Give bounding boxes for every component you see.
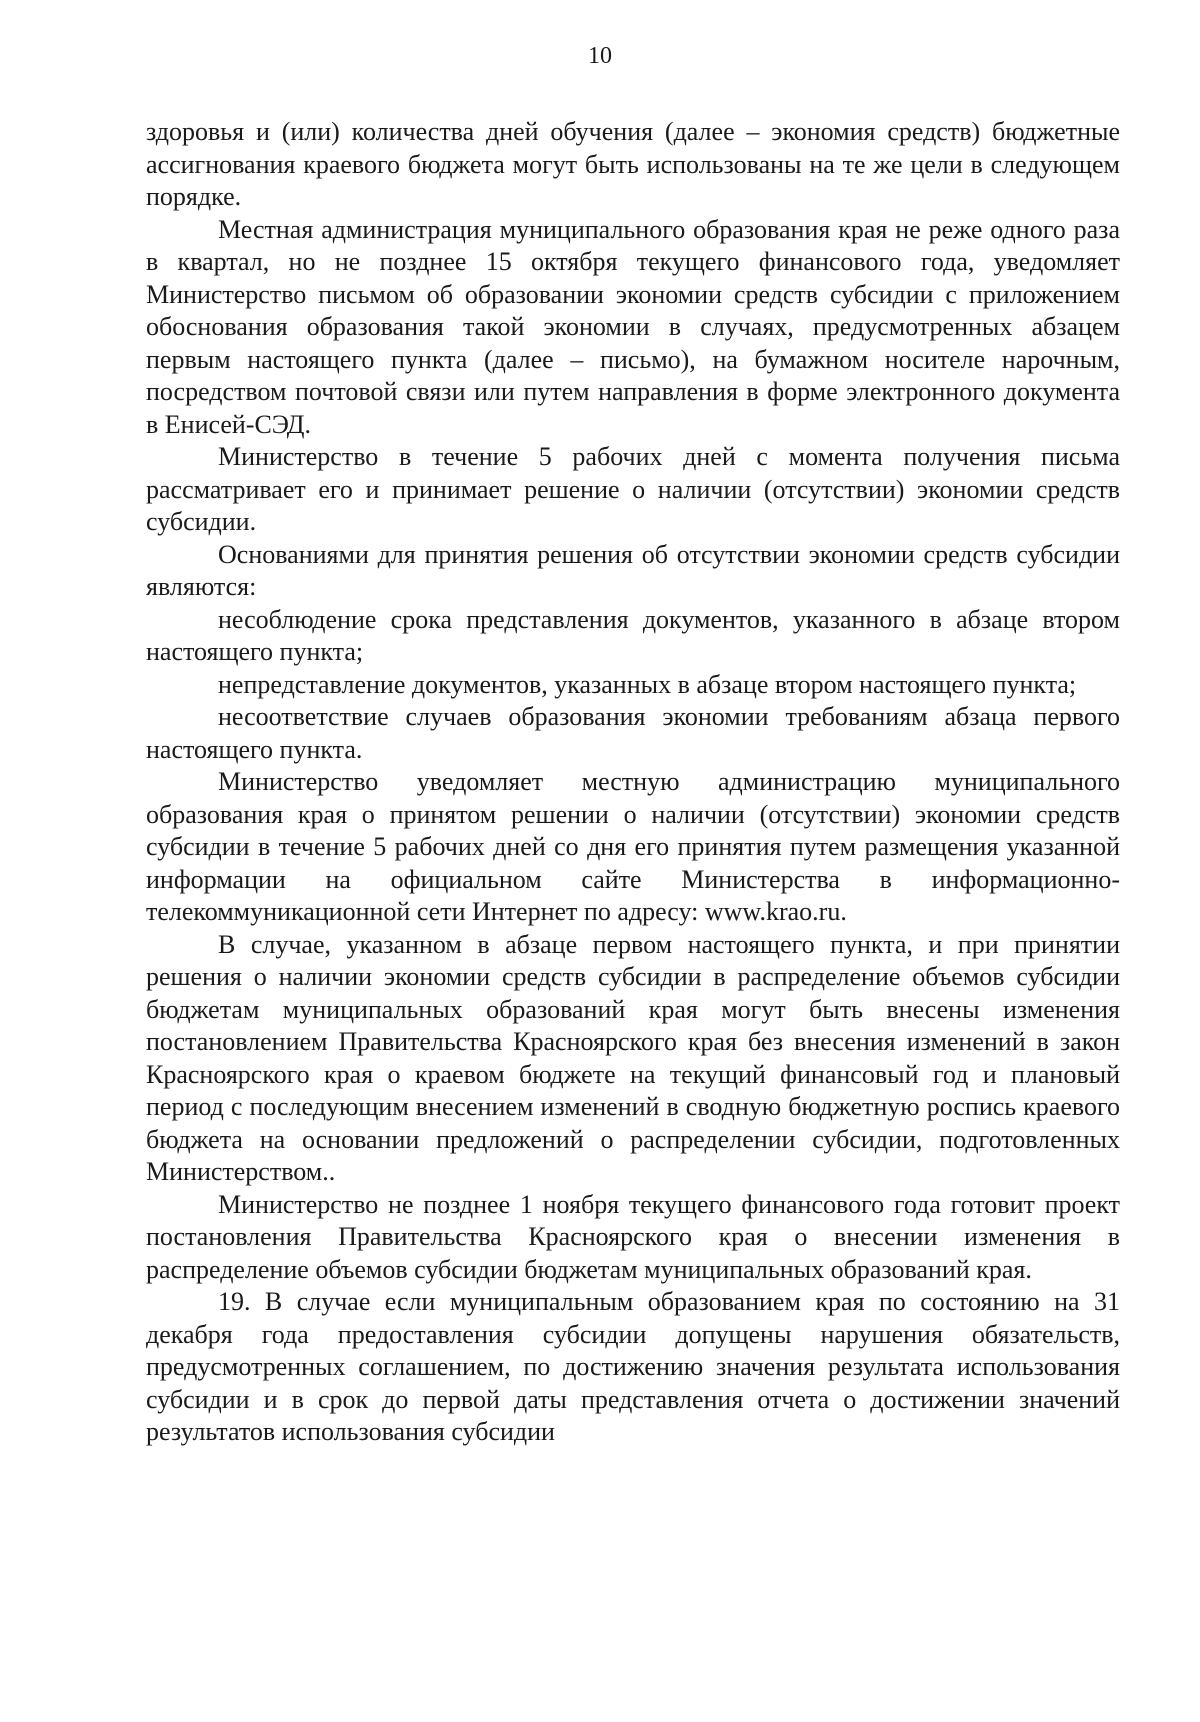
paragraph-grounds-intro: Основаниями для принятия решения об отсутствии экономии средств субсидии являются: <box>146 539 1120 601</box>
paragraph-continuation: здоровья и (или) количества дней обучения (далее – экономия средств) бюджетные ассигнования краевого бюджета могут быть использованы на те же цели в следующем порядке. <box>146 117 1120 211</box>
page-number: 10 <box>588 43 612 69</box>
paragraph-distribution-changes: В случае, указанном в абзаце первом настоящего пункта, и при принятии решения о наличии экономии средств субсидии в распределение объемов субсидии бюджетам муниципальных образований края могут быть внесены изменения постановлением Правительства Красноярского края без внесения изменений в закон Красноярского края о краевом бюджете на текущий финансовый год и плановый период с последующим внесением изменений в сводную бюджетную роспись краевого бюджета на основании предложений о распределении субсидии, подготовленных Министерством.. <box>146 929 1120 1186</box>
paragraph-ground-mismatch: несоответствие случаев образования экономии требованиям абзаца первого настоящего пункта. <box>146 702 1120 764</box>
paragraph-ground-missing-docs: непредставление документов, указанных в абзаце втором настоящего пункта; <box>218 669 1077 699</box>
paragraph-draft-resolution: Министерство не позднее 1 ноября текущего финансового года готовит проект постановления Правительства Красноярского края о внесении изменения в распределение объемов субсидии бюджетам муниципальных образований края. <box>146 1189 1120 1284</box>
paragraph-notification-procedure: Местная администрация муниципального образования края не реже одного раза в квартал, но не позднее 15 октября текущего финансового года, уведомляет Министерство письмом об образовании экономии средств субсидии с приложением обоснования образования такой экономии в случаях, предусмотренных абзацем первым настоящего пункта (далее – письмо), на бумажном носителе нарочным, посредством почтовой связи или путем направления в форме электронного документа в Енисей-СЭД. <box>146 214 1120 439</box>
paragraph-item-19: 19. В случае если муниципальным образованием края по состоянию на 31 декабря года предоставления субсидии допущены нарушения обязательств, предусмотренных соглашением, по достижению значения результата использования субсидии и в срок до первой даты представления отчета о достижении значений результатов использования субсидии <box>146 1287 1120 1446</box>
document-body <box>146 116 1120 1449</box>
paragraph-ministry-review: Министерство в течение 5 рабочих дней с момента получения письма рассматривает его и принимает решение о наличии (отсутствии) экономии средств субсидии. <box>146 442 1120 536</box>
paragraph-ground-deadline: несоблюдение срока представления документов, указанного в абзаце втором настоящего пункта; <box>146 604 1120 666</box>
paragraph-ministry-notifies: Министерство уведомляет местную администрацию муниципального образования края о принятом решении о наличии (отсутствии) экономии средств субсидии в течение 5 рабочих дней со дня его принятия путем размещения указанной информации на официальном сайте Министерства в информационно-телекоммуникационной сети Интернет по адресу: www.krao.ru. <box>146 767 1120 926</box>
